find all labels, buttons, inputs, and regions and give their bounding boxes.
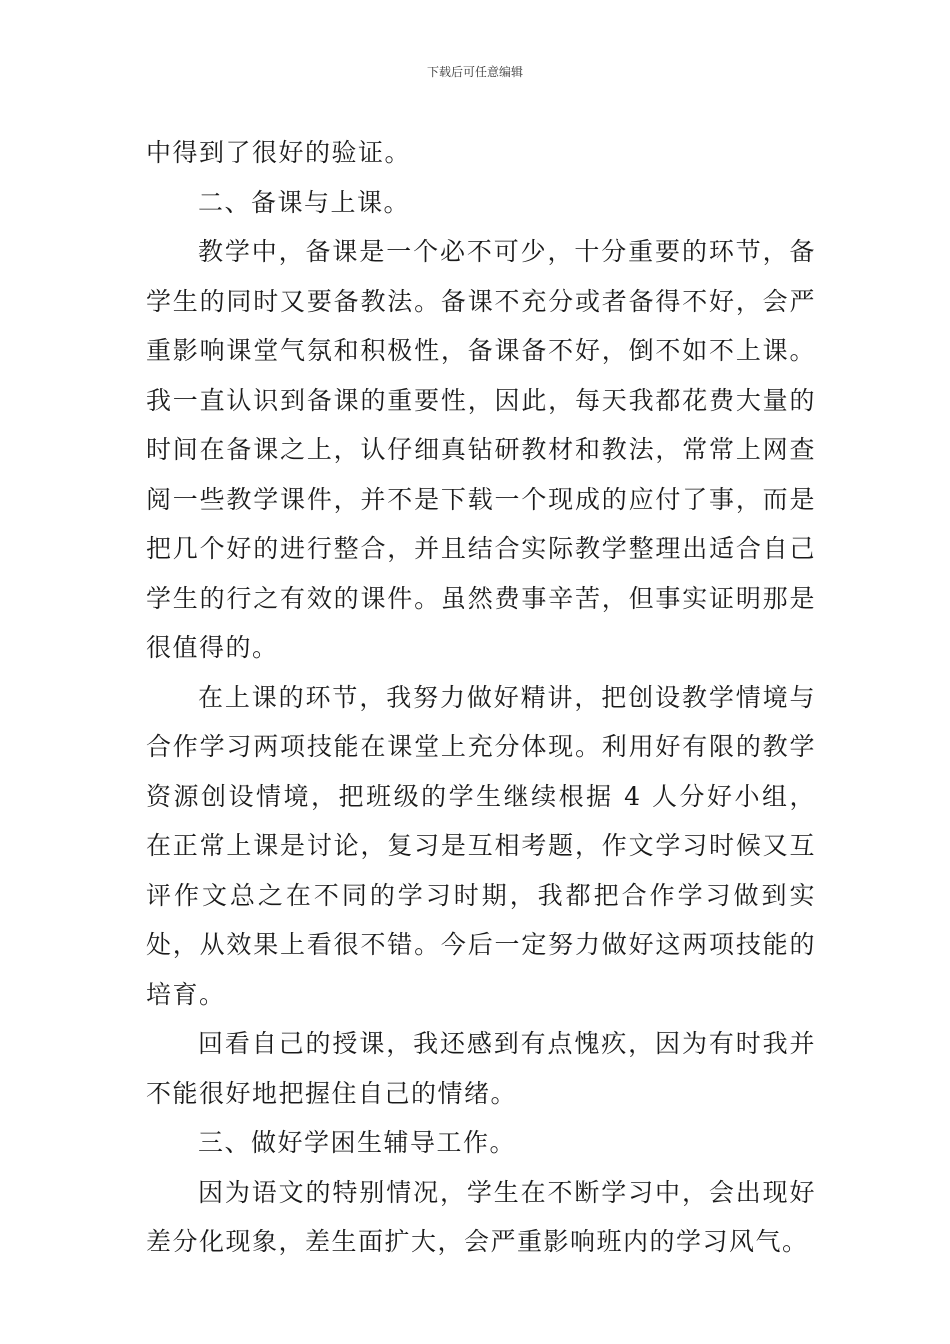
paragraph: 因为语文的特别情况，学生在不断学习中，会出现好差分化现象，差生面扩大，会严重影响班内的学习风气。 (146, 1177, 816, 1256)
document-body (146, 128, 816, 1267)
header-note: 下载后可任意编辑 (426, 65, 523, 79)
section-heading: 三、做好学困生辅导工作。 (198, 1128, 517, 1157)
paragraph: 回看自己的授课，我还感到有点愧疚，因为有时我并不能很好地把握住自己的情绪。 (146, 1029, 816, 1108)
paragraph: 教学中，备课是一个必不可少，十分重要的环节，备学生的同时又要备教法。备课不充分或者备得不好，会严重影响课堂气氛和积极性，备课备不好，倒不如不上课。我一直认识到备课的重要性，因此，每天我都花费大量的时间在备课之上，认仔细真钻研教材和教法，常常上网查阅一些教学课件，并不是下载一个现成的应付了事，而是把几个好的进行整合，并且结合实际教学整理出适合自己学生的行之有效的课件。虽然费事辛苦，但事实证明那是很值得的。 (146, 237, 816, 662)
paragraph: 中得到了很好的验证。 (146, 138, 412, 167)
page-header (0, 64, 950, 80)
section-heading: 二、备课与上课。 (198, 187, 411, 217)
paragraph: 在上课的环节，我努力做好精讲，把创设教学情境与合作学习两项技能在课堂上充分体现。利用好有限的教学资源创设情境，把班级的学生继续根据 4 人分好小组，在正常上课是讨论，复习是互相考题，作文学习时候又互评作文总之在不同的学习时期，我都把合作学习做到实处，从效果上看很不错。今后一定努力做好这两项技能的培育。 (146, 682, 816, 1009)
